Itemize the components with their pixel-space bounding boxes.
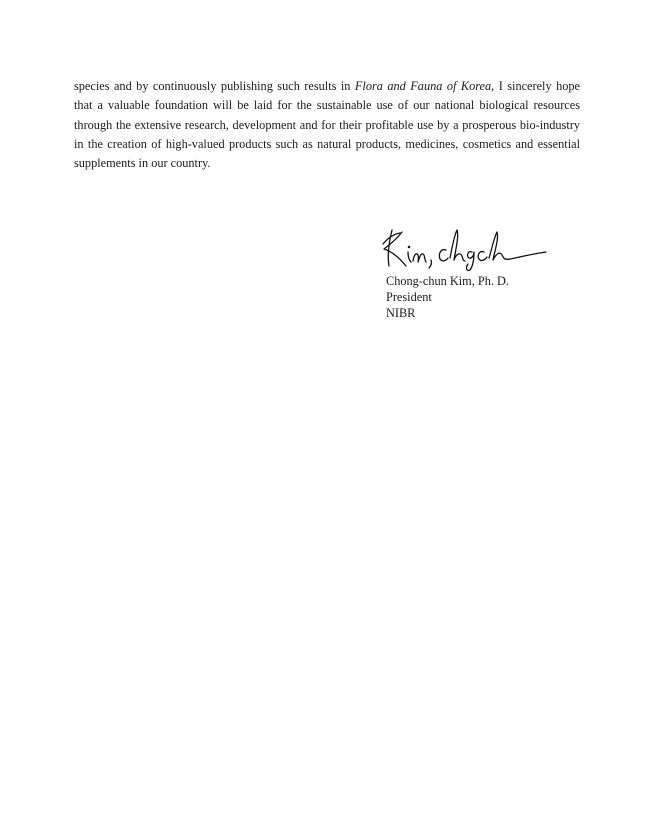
signatory-block (386, 274, 509, 321)
paragraph-text-end: , I sincerely hope that a valuable foundation will be laid for the sustainable use of our national biological resources through the extensive research, development and for their profitable use by a prosperous bio-industry in the creation of high-valued products such as natural products, medicines, cosmetics and essential supplements in our country. (74, 79, 580, 171)
signatory-title: President (386, 289, 432, 304)
signatory-organization: NIBR (386, 305, 416, 320)
signatory-name: Chong-chun Kim, Ph. D. (386, 274, 509, 288)
paragraph-text-start: species and by continuously publishing such results in (74, 79, 355, 93)
signature-image (380, 222, 550, 272)
book-title: Flora and Fauna of Korea (354, 79, 492, 93)
closing-paragraph (74, 77, 580, 173)
handwritten-signature (380, 222, 550, 272)
